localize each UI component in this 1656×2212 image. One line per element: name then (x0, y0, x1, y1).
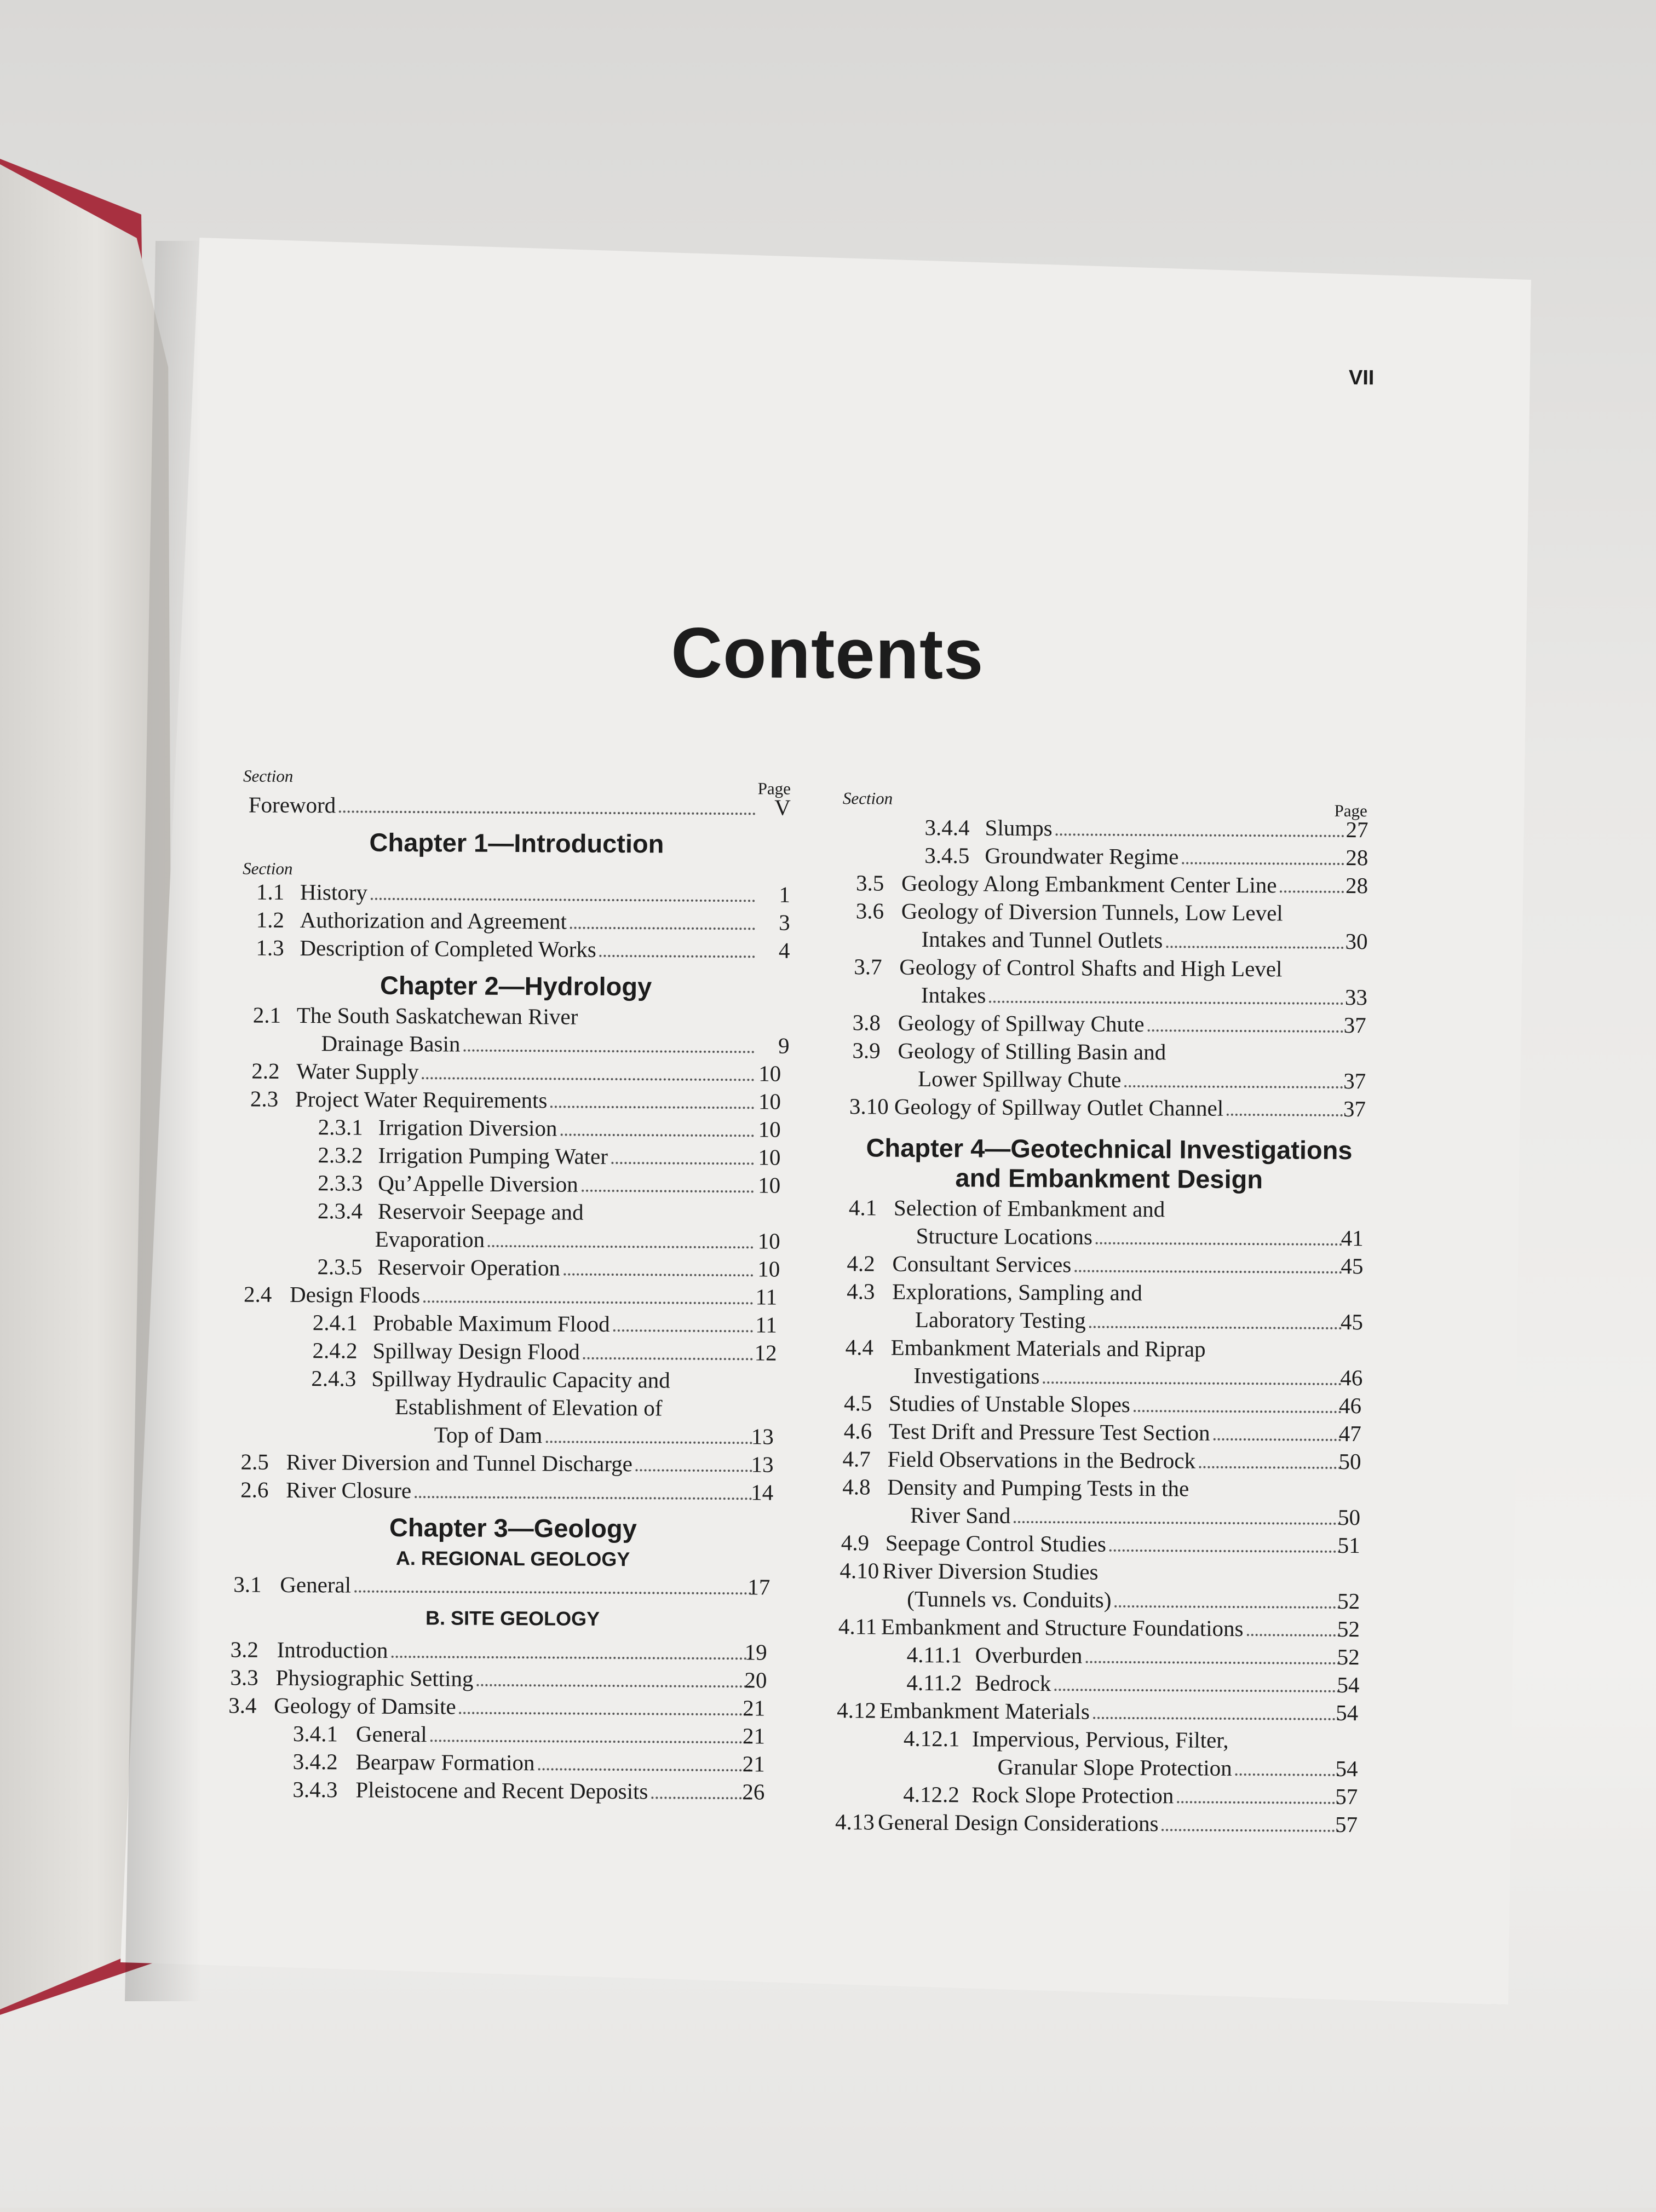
chapter-heading (841, 1121, 1378, 1197)
toc-entry-continued: Structure Locations 41 (916, 1223, 1364, 1251)
toc-entry: 2.6 River Closure 14 (240, 1477, 774, 1505)
toc-entry: 3.7 Geology of Control Shafts and High Level (854, 954, 1283, 982)
toc-entry: 1.1 History 1 (256, 879, 791, 907)
toc-entry-continued: Establishment of Elevation of (394, 1393, 663, 1421)
toc-entry-continued: Investigations 46 (913, 1362, 1363, 1391)
subsection-heading: A. REGIONAL GEOLOGY (395, 1546, 630, 1571)
toc-entry: 2.3.5 Reservoir Operation 10 (317, 1254, 780, 1282)
toc-entry: 4.13 General Design Considerations 57 (835, 1809, 1358, 1837)
toc-entry: 4.12.1 Impervious, Pervious, Filter, (903, 1725, 1229, 1753)
column-header (243, 766, 791, 798)
page-label: Page (1334, 800, 1367, 821)
toc-entry-continued: Lower Spillway Chute 37 (918, 1065, 1366, 1094)
toc-entry: 2.3.4 Reservoir Seepage and (317, 1198, 584, 1225)
toc-entry: 3.4.3 Pleistocene and Recent Deposits 26 (292, 1776, 765, 1805)
toc-entry: 4.6 Test Drift and Pressure Test Section 47 (843, 1418, 1361, 1447)
chapter-heading: Chapter 2—Hydrology (380, 970, 652, 1001)
toc-entry: 3.3 Physiographic Setting 20 (230, 1664, 767, 1693)
toc-entry: 4.3 Explorations, Sampling and (847, 1278, 1142, 1306)
column-header (842, 788, 1379, 821)
toc-entry: 3.4 Geology of Damsite 21 (228, 1692, 766, 1721)
section-label: Section (243, 766, 294, 786)
toc-entry-continued: (Tunnels vs. Conduits) 52 (907, 1586, 1360, 1614)
toc-entry: 4.8 Density and Pumping Tests in the (842, 1474, 1189, 1501)
page-number: VII (1348, 366, 1375, 390)
toc-entry: 4.2 Consultant Services 45 (847, 1251, 1364, 1279)
page-title: Contents (670, 612, 984, 694)
toc-entry: 4.5 Studies of Unstable Slopes 46 (843, 1390, 1362, 1419)
toc-entry: 2.3 Project Water Requirements 10 (250, 1086, 781, 1114)
toc-entry-continued: River Sand 50 (910, 1502, 1361, 1530)
toc-entry: 1.3 Description of Completed Works 4 (256, 935, 790, 963)
toc-entry-continued: Drainage Basin 9 (321, 1030, 790, 1058)
toc-entry: 2.3.1 Irrigation Diversion 10 (318, 1114, 781, 1142)
toc-entry: 2.5 River Diversion and Tunnel Discharge 13 (240, 1449, 774, 1477)
section-label: Section (243, 859, 293, 878)
toc-entry: 3.10 Geology of Spillway Outlet Channel 37 (849, 1093, 1366, 1122)
toc-entry: 3.9 Geology of Stilling Basin and (852, 1038, 1166, 1065)
toc-entry: 4.9 Seepage Control Studies 51 (841, 1530, 1360, 1558)
toc-entry: 2.3.3 Qu’Appelle Diversion 10 (318, 1170, 781, 1198)
toc-entry: 3.1 General 17 (233, 1571, 771, 1600)
toc-entry: 2.4.3 Spillway Hydraulic Capacity and (311, 1366, 670, 1393)
toc-entry: 3.6 Geology of Diversion Tunnels, Low Level (855, 898, 1283, 926)
toc-entry: 4.10 River Diversion Studies (840, 1558, 1099, 1585)
chapter-heading: Chapter 1—Introduction (369, 827, 664, 859)
page-label: Page (757, 779, 791, 798)
toc-entry: 2.4 Design Floods 11 (244, 1281, 778, 1310)
toc-entry: 3.2 Introduction 19 (230, 1637, 767, 1665)
toc-entry: 3.4.1 General 21 (292, 1720, 766, 1749)
section-label: Section (842, 788, 893, 808)
toc-entry: 4.4 Embankment Materials and Riprap (845, 1334, 1206, 1362)
toc-entry: 3.4.5 Groundwater Regime 28 (924, 842, 1369, 871)
toc-entry: 2.4.1 Probable Maximum Flood 11 (312, 1310, 777, 1338)
toc-entry-foreword: Foreword V (248, 792, 791, 820)
toc-entry: 3.5 Geology Along Embankment Center Line 28 (855, 870, 1369, 898)
toc-entry: 4.1 Selection of Embankment and (848, 1195, 1165, 1222)
chapter-heading: Chapter 3—Geology (389, 1512, 637, 1543)
toc-entry: 1.2 Authorization and Agreement 3 (256, 907, 790, 935)
toc-entry-continued: Evaporation 10 (375, 1226, 780, 1254)
toc-entry: 4.12.2 Rock Slope Protection 57 (903, 1781, 1358, 1810)
toc-entry: 4.11 Embankment and Structure Foundations 52 (838, 1614, 1360, 1642)
toc-entry-continued: Intakes 33 (921, 982, 1368, 1010)
toc-entry: 3.8 Geology of Spillway Chute 37 (852, 1010, 1366, 1038)
toc-entry: 2.4.2 Spillway Design Flood 12 (312, 1338, 777, 1366)
toc-entry: 4.11.1 Overburden 52 (906, 1641, 1360, 1670)
subsection-heading: B. SITE GEOLOGY (425, 1606, 600, 1630)
toc-entry-continued: Laboratory Testing 45 (915, 1306, 1364, 1335)
toc-entry: 3.4.4 Slumps 27 (924, 814, 1369, 843)
toc-entry: 4.11.2 Bedrock 54 (906, 1669, 1360, 1698)
toc-entry: 2.2 Water Supply 10 (251, 1058, 781, 1086)
toc-right-column (837, 788, 1379, 1839)
toc-entry: 4.7 Field Observations in the Bedrock 50 (842, 1446, 1361, 1474)
toc-entry-continued: Top of Dam 13 (434, 1422, 774, 1449)
toc-entry: 3.4.2 Bearpaw Formation 21 (292, 1748, 765, 1777)
toc-entry-continued: Intakes and Tunnel Outlets 30 (921, 926, 1368, 954)
toc-entry-continued: Granular Slope Protection 54 (997, 1754, 1358, 1782)
toc-entry: 2.3.2 Irrigation Pumping Water 10 (318, 1142, 781, 1170)
toc-entry: 2.1 The South Saskatchewan River (252, 1002, 578, 1029)
toc-left-column (228, 766, 791, 1806)
chapter-heading-line1: Chapter 4—Geotechnical Investigations (866, 1133, 1353, 1165)
chapter-heading-line2: and Embankment Design (955, 1163, 1263, 1194)
toc-entry: 4.12 Embankment Materials 54 (837, 1697, 1359, 1726)
